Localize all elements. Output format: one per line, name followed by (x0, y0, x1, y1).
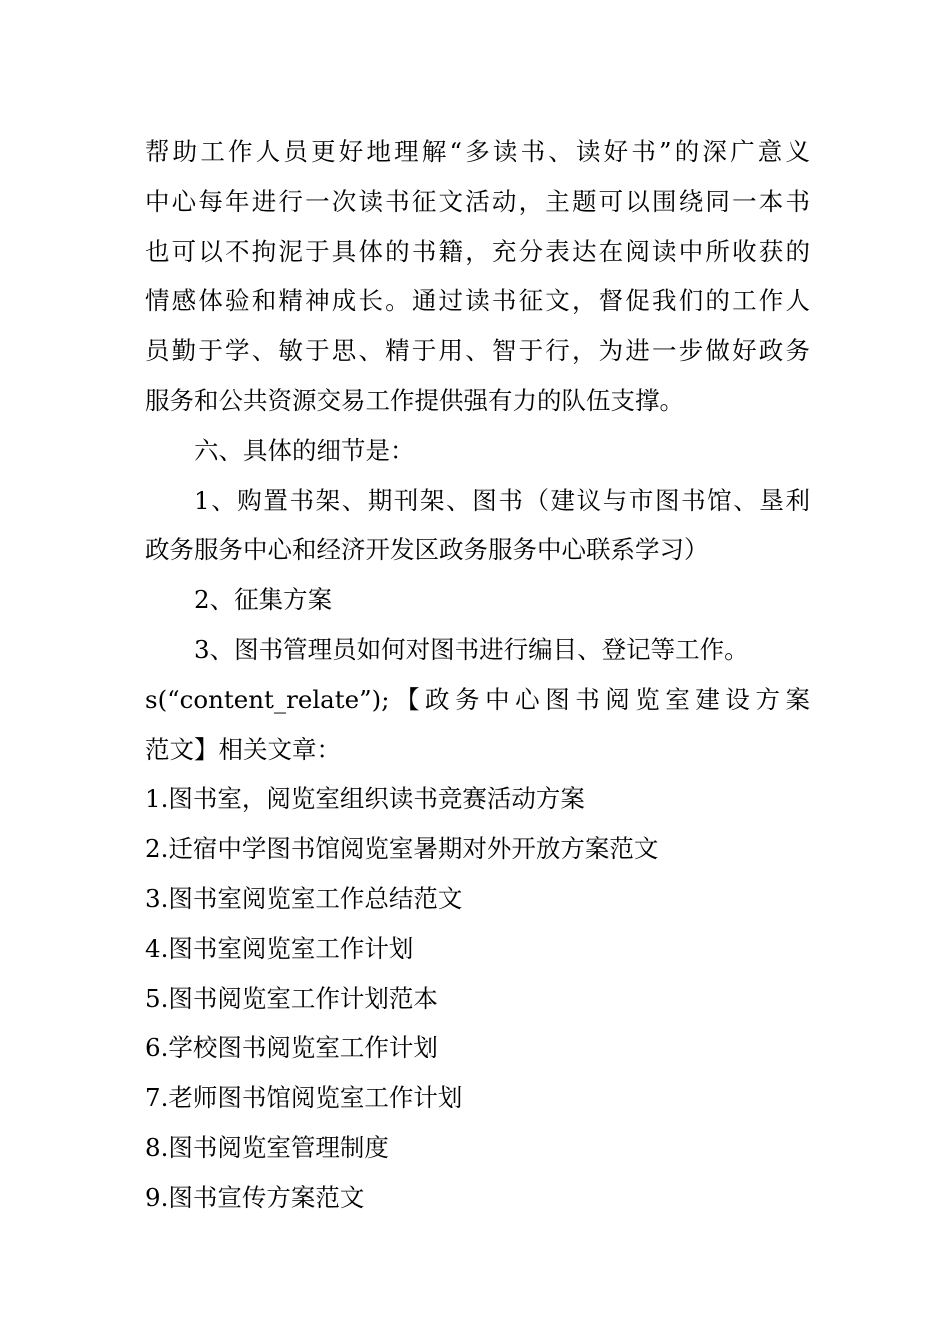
paragraph-line: 中心每年进行一次读书征文活动，主题可以围绕同一本书 (145, 186, 810, 216)
paragraph-line: 情感体验和精神成长。通过读书征文，督促我们的工作人 (145, 286, 810, 316)
paragraph-line: 也可以不拘泥于具体的书籍，充分表达在阅读中所收获的 (145, 236, 810, 266)
related-article-link[interactable]: 6.学校图书阅览室工作计划 (145, 1033, 438, 1063)
document-body (145, 127, 810, 1223)
related-article-link[interactable]: 4.图书室阅览室工作计划 (145, 933, 414, 963)
related-article-link[interactable]: 7.老师图书馆阅览室工作计划 (145, 1083, 463, 1113)
related-article-link[interactable]: 2.迁宿中学图书馆阅览室暑期对外开放方案范文 (145, 834, 659, 864)
section-heading: 六、具体的细节是： (194, 435, 415, 465)
detail-item-2: 2、征集方案 (194, 585, 333, 615)
related-heading-continued: 范文】相关文章： (145, 734, 341, 764)
related-article-link[interactable]: 3.图书室阅览室工作总结范文 (145, 883, 463, 913)
detail-item-3: 3、图书管理员如何对图书进行编目、登记等工作。 (194, 634, 749, 664)
detail-item-1: 1、购置书架、期刊架、图书（建议与市图书馆、垦利 (194, 485, 810, 515)
related-article-link[interactable]: 5.图书阅览室工作计划范本 (145, 983, 438, 1013)
related-article-link[interactable]: 9.图书宣传方案范文 (145, 1182, 365, 1212)
related-article-link[interactable]: 1.图书室，阅览室组织读书竞赛活动方案 (145, 784, 585, 814)
related-heading: s(“content_relate”);【政务中心图书阅览室建设方案 (145, 684, 810, 714)
detail-item-1-continued: 政务服务中心和经济开发区政务服务中心联系学习） (145, 535, 709, 565)
related-article-link[interactable]: 8.图书阅览室管理制度 (145, 1132, 389, 1162)
paragraph-line: 帮助工作人员更好地理解“多读书、读好书”的深广意义 (145, 137, 810, 166)
paragraph-line: 员勤于学、敏于思、精于用、智于行，为进一步做好政务 (145, 336, 810, 366)
paragraph-line: 服务和公共资源交易工作提供强有力的队伍支撑。 (145, 385, 684, 415)
